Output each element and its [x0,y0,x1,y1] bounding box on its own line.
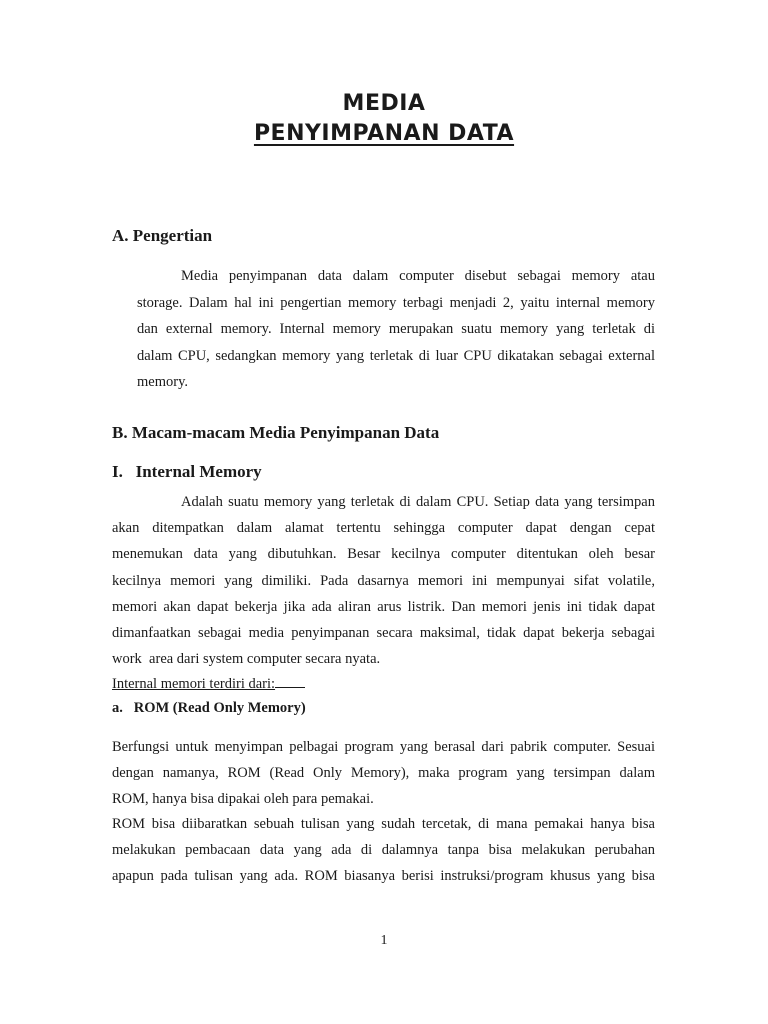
underline-tail [275,676,305,688]
paragraph-line: memori akan dapat bekerja jika ada aliran arus listrik. Dan memori jenis ini tidak dapat [112,598,655,615]
paragraph-line: menemukan data yang dibutuhkan. Besar kecilnya computer ditentukan oleh besar [112,546,655,563]
page-number: 1 [380,933,388,948]
paragraph-line: dan external memory. Internal memory merupakan suatu memory yang terletak di [137,321,655,337]
section-b-heading: B. Macam-macam Media Penyimpanan Data [112,423,440,442]
paragraph-line: memory. [137,374,189,390]
rom-heading: a. ROM (Read Only Memory) [112,700,306,716]
paragraph-line: ROM, hanya bisa dipakai oleh para pemakai. [112,790,374,807]
document-title-line-1: MEDIA [342,91,426,116]
document-title-line-2 [0,123,768,145]
paragraph-line: akan ditempatkan dalam alamat tertentu sehingga computer dapat dengan cepat [112,520,655,537]
sublabel-text: Internal memori terdiri dari: [112,676,276,692]
paragraph-line: apapun pada tulisan yang ada. ROM biasanya berisi instruksi/program khusus yang bisa [112,867,655,884]
internal-memory-sublabel [112,676,305,692]
section-a-paragraph [137,263,655,396]
rom-paragraph [112,735,655,890]
paragraph-line: kecilnya memori yang dimiliki. Pada dasarnya memori ini mempunyai sifat volatile, [112,572,655,589]
paragraph-line: storage. Dalam hal ini pengertian memory terbagi menjadi 2, yaitu internal memory [137,294,655,311]
paragraph-line: ROM bisa diibaratkan sebuah tulisan yang sudah tercetak, di mana pemakai hanya bisa [112,816,655,833]
paragraph-line: melakukan pembacaan data yang ada di dalamnya tanpa bisa melakukan perubahan [112,842,655,859]
paragraph-line: Adalah suatu memory yang terletak di dalam CPU. Setiap data yang tersimpan [181,494,655,510]
internal-memory-heading: I. Internal Memory [112,462,262,481]
paragraph-line: dalam CPU, sedangkan memory yang terletak di luar CPU dikatakan sebagai external [137,347,655,364]
section-a-heading: A. Pengertian [112,226,213,245]
internal-memory-paragraph [112,489,655,672]
paragraph-line: dimanfaatkan sebagai media penyimpanan secara maksimal, tidak dapat bekerja sebagai [112,625,655,642]
paragraph-line: dengan namanya, ROM (Read Only Memory), maka program yang tersimpan dalam [112,764,655,781]
paragraph-line: Berfungsi untuk menyimpan pelbagai program yang berasal dari pabrik computer. Sesuai [112,739,655,755]
paragraph-line: work area dari system computer secara nyata. [112,651,381,668]
paragraph-line: Media penyimpanan data dalam computer disebut sebagai memory atau [181,268,655,284]
document-title-text: PENYIMPANAN DATA [253,121,515,146]
